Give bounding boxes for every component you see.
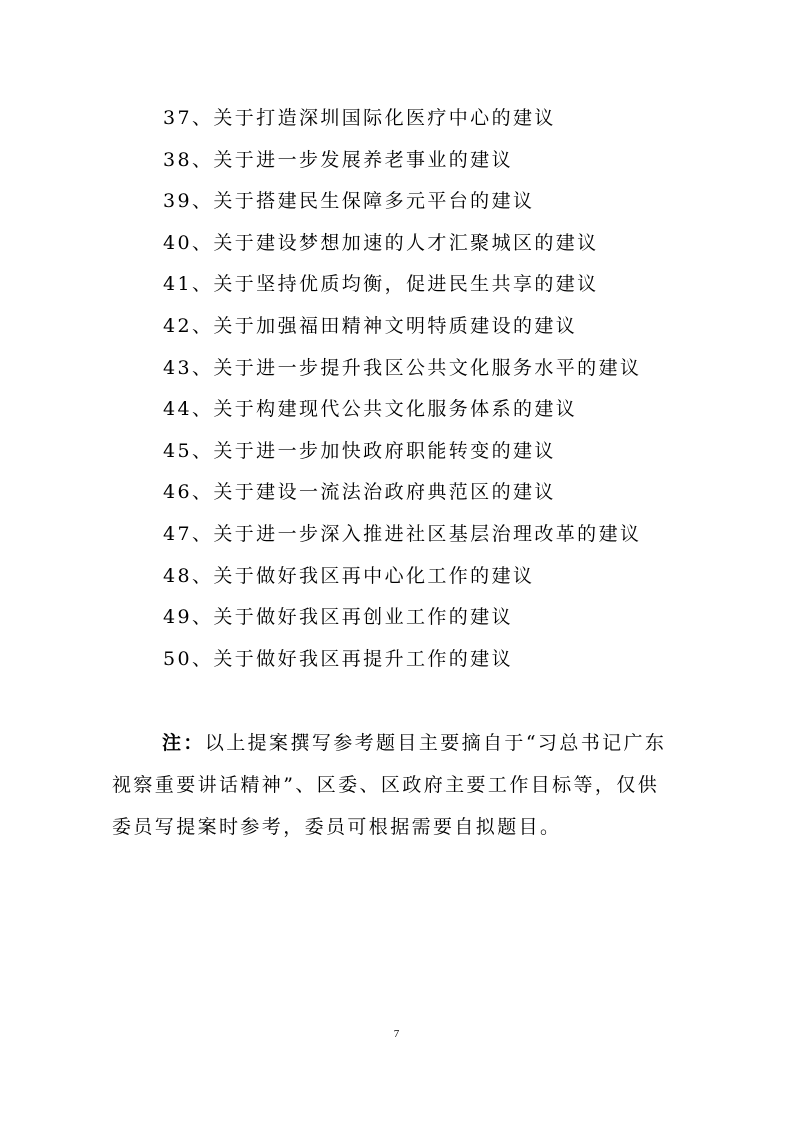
note-line-2: 视察重要讲话精神”、区委、区政府主要工作目标等，仅供	[112, 774, 660, 796]
note-line-1	[112, 722, 692, 764]
note-line-3: 委员写提案时参考，委员可根据需要自拟题目。	[112, 816, 562, 838]
proposal-item: 45、关于进一步加快政府职能转变的建议	[163, 439, 556, 462]
proposal-item: 46、关于建设一流法治政府典范区的建议	[163, 481, 556, 504]
note-label: 注：	[162, 732, 205, 754]
proposal-item: 42、关于加强福田精神文明特质建设的建议	[163, 314, 578, 337]
proposal-item: 37、关于打造深圳国际化医疗中心的建议	[163, 107, 556, 129]
proposal-item: 38、关于进一步发展养老事业的建议	[163, 148, 513, 171]
proposal-item: 39、关于搭建民生保障多元平台的建议	[163, 190, 535, 213]
note-paragraph	[112, 722, 692, 848]
page-number: 7	[393, 1028, 400, 1040]
proposal-item: 43、关于进一步提升我区公共文化服务水平的建议	[163, 356, 642, 379]
proposal-item: 48、关于做好我区再中心化工作的建议	[163, 564, 535, 587]
proposal-item: 44、关于构建现代公共文化服务体系的建议	[163, 398, 578, 421]
note-text-1: 以上提案撰写参考题目主要摘自于“习总书记广东	[204, 732, 667, 754]
proposal-list	[163, 102, 641, 684]
proposal-item: 41、关于坚持优质均衡，促进民生共享的建议	[163, 273, 599, 296]
proposal-item: 49、关于做好我区再创业工作的建议	[163, 606, 513, 629]
proposal-item: 40、关于建设梦想加速的人才汇聚城区的建议	[163, 231, 599, 254]
proposal-item: 47、关于进一步深入推进社区基层治理改革的建议	[163, 522, 642, 545]
proposal-item: 50、关于做好我区再提升工作的建议	[163, 647, 513, 670]
